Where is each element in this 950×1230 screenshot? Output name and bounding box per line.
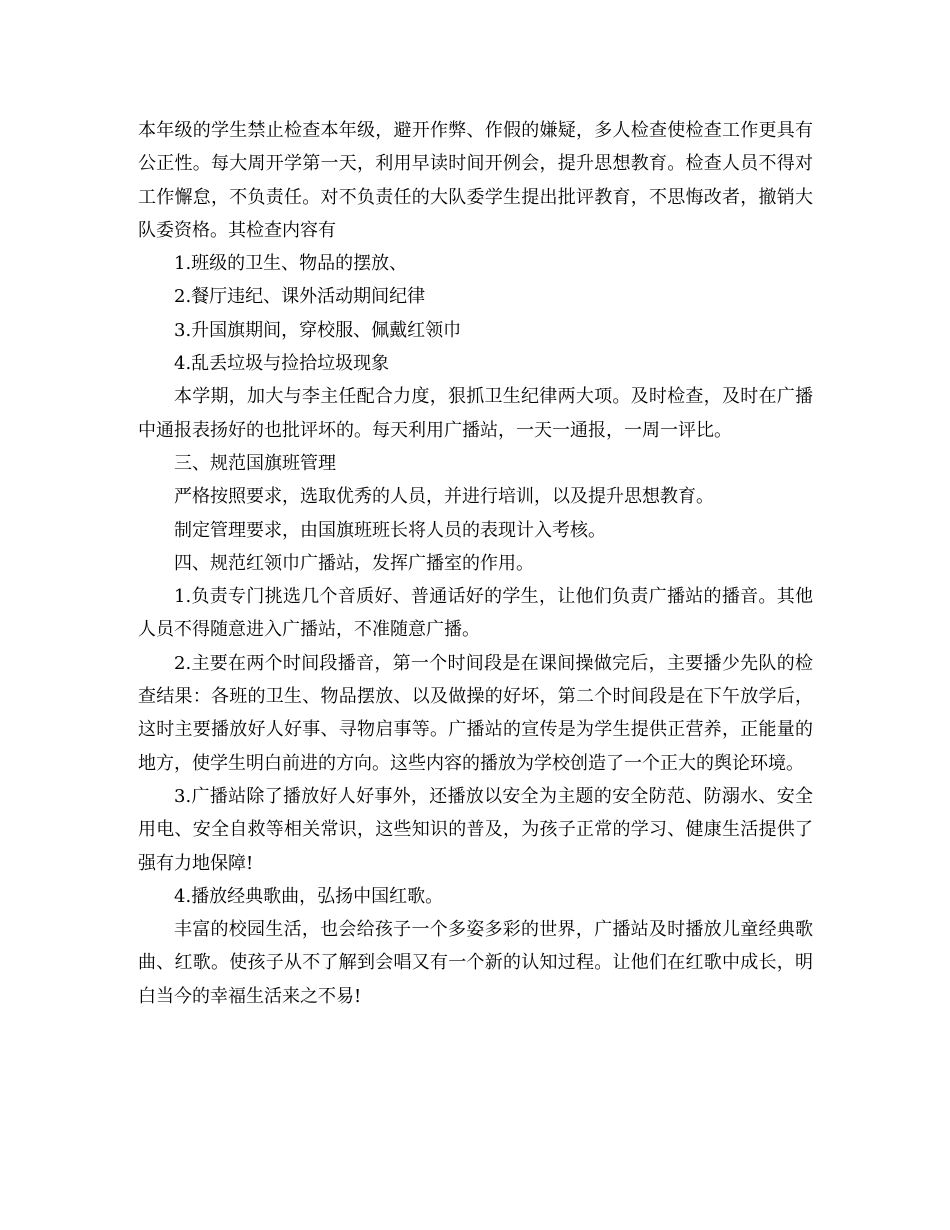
list-item-canteen-discipline: 2.餐厅违纪、课外活动期间纪律 — [174, 286, 426, 308]
list-item-class-hygiene: 1.班级的卫生、物品的摆放、 — [174, 253, 408, 275]
list-item-classic-songs: 4.播放经典歌曲，弘扬中国红歌。 — [174, 885, 444, 907]
list-item-litter: 4.乱丢垃圾与捡拾垃圾现象 — [174, 353, 390, 375]
paragraph-this-semester: 本学期，加大与李主任配合力度，狠抓卫生纪律两大项。及时检查，及时在广播中通报表扬好的也批评坏的。每天利用广播站，一天一通报，一周一评比。 — [138, 386, 813, 441]
paragraph-inspection-rules: 本年级的学生禁止检查本年级，避开作弊、作假的嫌疑，多人检查使检查工作更具有公正性。每大周开学第一天，利用早读时间开例会，提升思想教育。检查人员不得对工作懈怠，不负责任。对不负责任的大队委学生提出批评教育，不思悔改者，撤销大队委资格。其检查内容有 — [138, 120, 813, 241]
paragraph-flag-team-management: 制定管理要求，由国旗班班长将人员的表现计入考核。 — [174, 519, 606, 541]
section-heading-flag-team: 三、规范国旗班管理 — [174, 452, 336, 474]
list-item-broadcast-safety: 3.广播站除了播放好人好事外，还播放以安全为主题的安全防范、防溺水、安全用电、安全自救等相关常识，这些知识的普及，为孩子正常的学习、健康生活提供了强有力地保障! — [138, 785, 813, 874]
document-body — [138, 114, 813, 1013]
list-item-broadcast-announcers: 1.负责专门挑选几个音质好、普通话好的学生，让他们负责广播站的播音。其他人员不得随意进入广播站，不准随意广播。 — [138, 586, 813, 641]
list-item-broadcast-schedule: 2.主要在两个时间段播音，第一个时间段是在课间操做完后，主要播少先队的检查结果：各班的卫生、物品摆放、以及做操的好坏，第二个时间段是在下午放学后，这时主要播放好人好事、寻物启事等。广播站的宣传是为学生提供正营养，正能量的地方，使学生明白前进的方向。这些内容的播放为学校创造了一个正大的舆论环境。 — [138, 652, 813, 774]
paragraph-campus-life: 丰富的校园生活，也会给孩子一个多姿多彩的世界，广播站及时播放儿童经典歌曲、红歌。使孩子从不了解到会唱又有一个新的认知过程。让他们在红歌中成长，明白当今的幸福生活来之不易! — [138, 919, 813, 1007]
section-heading-broadcast-station: 四、规范红领巾广播站，发挥广播室的作用。 — [174, 552, 534, 574]
paragraph-flag-team-selection: 严格按照要求，选取优秀的人员，并进行培训，以及提升思想教育。 — [174, 486, 714, 508]
list-item-flag-raising: 3.升国旗期间，穿校服、佩戴红领巾 — [174, 319, 462, 341]
